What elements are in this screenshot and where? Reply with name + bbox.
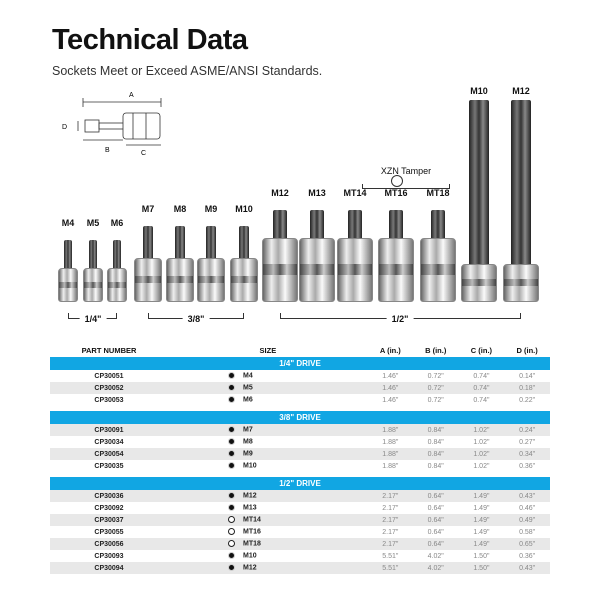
part-number: CP30091	[50, 424, 168, 436]
tamper-bit-icon	[228, 528, 235, 535]
socket-image	[166, 226, 194, 302]
table-row	[50, 382, 550, 394]
dimension-value: 1.02"	[459, 424, 505, 436]
table-row	[50, 424, 550, 436]
dim-c-label: C	[141, 150, 147, 155]
socket-label: M12	[512, 86, 530, 96]
spline-bit-icon	[228, 552, 235, 559]
dimension-value: 1.88"	[368, 424, 413, 436]
part-number: CP30052	[50, 382, 168, 394]
tamper-bit-icon	[228, 516, 235, 523]
size: M10	[242, 462, 257, 470]
socket-image	[262, 210, 298, 302]
spline-bit-icon	[228, 384, 235, 391]
dimension-value: 0.46"	[519, 504, 536, 512]
dimension-value: 0.14"	[519, 372, 536, 380]
table-row	[50, 562, 550, 574]
dimension-value: 0.64"	[413, 514, 459, 526]
spline-bit-icon	[228, 426, 235, 433]
socket-image	[83, 240, 103, 302]
part-number: CP30036	[50, 490, 168, 502]
size: M12	[242, 564, 257, 572]
bracket-label: 3/8"	[183, 314, 210, 324]
dimension-value: 1.50"	[459, 562, 505, 574]
spline-bit-icon	[228, 462, 235, 469]
size: M4	[242, 372, 253, 380]
socket-image	[107, 240, 127, 302]
spec-table	[50, 343, 550, 574]
dimension-value: 2.17"	[382, 528, 399, 536]
xzn-tamper-label: XZN Tamper	[380, 166, 432, 176]
dimension-value: 0.74"	[459, 382, 505, 394]
socket-image	[230, 226, 258, 302]
socket-label: M12	[271, 188, 289, 198]
dimension-value: 0.64"	[413, 490, 459, 502]
dimension-value: 0.18"	[504, 382, 550, 394]
socket-label: M10	[470, 86, 488, 96]
size: M12	[242, 492, 257, 500]
table-row	[50, 490, 550, 502]
socket-image	[299, 210, 335, 302]
dimension-value: 1.88"	[382, 438, 399, 446]
size: MT16	[242, 528, 261, 536]
dimension-value: 1.49"	[459, 490, 505, 502]
dimension-value: 1.88"	[368, 448, 413, 460]
dimension-diagram	[60, 85, 170, 155]
socket-label: MT14	[343, 188, 367, 198]
dimension-value: 0.58"	[519, 528, 536, 536]
dimension-value: 0.43"	[504, 490, 550, 502]
table-row	[50, 514, 550, 526]
dimension-value: 5.51"	[382, 552, 399, 560]
table-row	[50, 370, 550, 382]
part-number: CP30092	[94, 504, 124, 512]
dimension-value: 2.17"	[368, 514, 413, 526]
dimension-value: 0.65"	[504, 538, 550, 550]
page-subtitle: Sockets Meet or Exceed ASME/ANSI Standards.	[52, 64, 323, 78]
socket-label: MT16	[384, 188, 408, 198]
socket-image	[503, 100, 539, 302]
part-number: CP30056	[50, 538, 168, 550]
drive-group-header: 1/4" DRIVE	[50, 357, 550, 370]
dim-a-label: A	[129, 92, 134, 99]
dimension-value: 2.17"	[382, 504, 399, 512]
dimension-value: 2.17"	[368, 538, 413, 550]
dimension-value: 0.84"	[427, 438, 444, 446]
size: M6	[242, 396, 253, 404]
size: MT14	[242, 516, 261, 524]
socket-label: M4	[61, 218, 75, 228]
dimension-value: 0.64"	[427, 504, 444, 512]
table-row	[50, 538, 550, 550]
size: M9	[242, 450, 253, 458]
column-header: A (in.)	[379, 345, 401, 355]
size: M13	[242, 504, 257, 512]
dimension-value: 1.49"	[473, 504, 490, 512]
size: M7	[242, 426, 253, 434]
socket-image	[337, 210, 373, 302]
dimension-value: 0.72"	[427, 396, 444, 404]
dimension-value: 0.34"	[504, 448, 550, 460]
socket-label: M6	[110, 218, 124, 228]
dimension-value: 1.46"	[368, 382, 413, 394]
socket-image	[197, 226, 225, 302]
dimension-value: 5.51"	[368, 562, 413, 574]
drive-group-header: 1/2" DRIVE	[50, 477, 550, 490]
dimension-value: 0.43"	[504, 562, 550, 574]
spline-bit-icon	[228, 438, 235, 445]
part-number: CP30037	[50, 514, 168, 526]
dimension-value: 1.02"	[473, 438, 490, 446]
dimension-value: 0.64"	[413, 538, 459, 550]
dimension-value: 0.74"	[473, 396, 490, 404]
dimension-value: 1.46"	[382, 372, 399, 380]
socket-label: M7	[141, 204, 155, 214]
dimension-value: 0.84"	[427, 462, 444, 470]
socket-image	[378, 210, 414, 302]
dimension-value: 2.17"	[368, 490, 413, 502]
table-row	[50, 502, 550, 514]
dimension-value: 0.22"	[519, 396, 536, 404]
column-header: PART NUMBER	[81, 345, 137, 355]
dim-b-label: B	[105, 147, 110, 154]
part-number: CP30035	[94, 462, 124, 470]
dimension-value: 0.74"	[473, 372, 490, 380]
dimension-value: 0.64"	[427, 528, 444, 536]
spline-bit-icon	[228, 450, 235, 457]
spline-bit-icon	[228, 492, 235, 499]
dimension-value: 1.88"	[382, 462, 399, 470]
table-row	[50, 460, 550, 472]
dimension-value: 0.36"	[519, 552, 536, 560]
socket-label: MT18	[426, 188, 450, 198]
drive-group-header: 3/8" DRIVE	[50, 411, 550, 424]
socket-label: M13	[308, 188, 326, 198]
dimension-value: 0.49"	[504, 514, 550, 526]
part-number: CP30054	[50, 448, 168, 460]
spline-bit-icon	[228, 372, 235, 379]
part-number: CP30034	[94, 438, 124, 446]
size: M5	[242, 384, 253, 392]
dimension-value: 0.24"	[504, 424, 550, 436]
dimension-value: 1.46"	[382, 396, 399, 404]
dimension-value: 0.84"	[413, 448, 459, 460]
dimension-value: 0.36"	[519, 462, 536, 470]
dimension-value: 1.02"	[459, 448, 505, 460]
part-number: CP30094	[50, 562, 168, 574]
socket-label: M9	[204, 204, 218, 214]
dimension-value: 1.49"	[459, 538, 505, 550]
page-title: Technical Data	[52, 24, 248, 56]
socket-image	[461, 100, 497, 302]
table-row	[50, 436, 550, 448]
dimension-value: 4.02"	[413, 562, 459, 574]
dimension-value: 1.50"	[473, 552, 490, 560]
spline-bit-icon	[228, 504, 235, 511]
dimension-value: 1.49"	[473, 528, 490, 536]
size: MT18	[242, 540, 261, 548]
table-row	[50, 550, 550, 562]
dim-d-label: D	[62, 124, 68, 131]
socket-label: M8	[173, 204, 187, 214]
dimension-value: 0.84"	[413, 424, 459, 436]
socket-image	[134, 226, 162, 302]
dimension-value: 0.72"	[427, 372, 444, 380]
part-number: CP30051	[94, 372, 124, 380]
socket-label: M5	[86, 218, 100, 228]
size: M8	[242, 438, 253, 446]
dimension-value: 0.27"	[519, 438, 536, 446]
table-row	[50, 526, 550, 538]
part-number: CP30093	[94, 552, 124, 560]
socket-label: M10	[235, 204, 253, 214]
bracket-label: 1/4"	[80, 314, 107, 324]
column-header: B (in.)	[425, 345, 447, 355]
table-row	[50, 394, 550, 406]
spline-bit-icon	[228, 396, 235, 403]
dimension-value: 4.02"	[427, 552, 444, 560]
socket-image	[420, 210, 456, 302]
spline-bit-icon	[228, 564, 235, 571]
part-number: CP30055	[94, 528, 124, 536]
dimension-value: 0.72"	[413, 382, 459, 394]
table-row	[50, 448, 550, 460]
column-header: SIZE	[259, 345, 277, 355]
dimension-value: 1.49"	[459, 514, 505, 526]
socket-image	[58, 240, 78, 302]
column-header: D (in.)	[516, 345, 538, 355]
bracket-label: 1/2"	[387, 314, 414, 324]
column-header: C (in.)	[470, 345, 493, 355]
size: M10	[242, 552, 257, 560]
dimension-value: 1.02"	[473, 462, 490, 470]
tamper-bit-icon	[228, 540, 235, 547]
part-number: CP30053	[94, 396, 124, 404]
